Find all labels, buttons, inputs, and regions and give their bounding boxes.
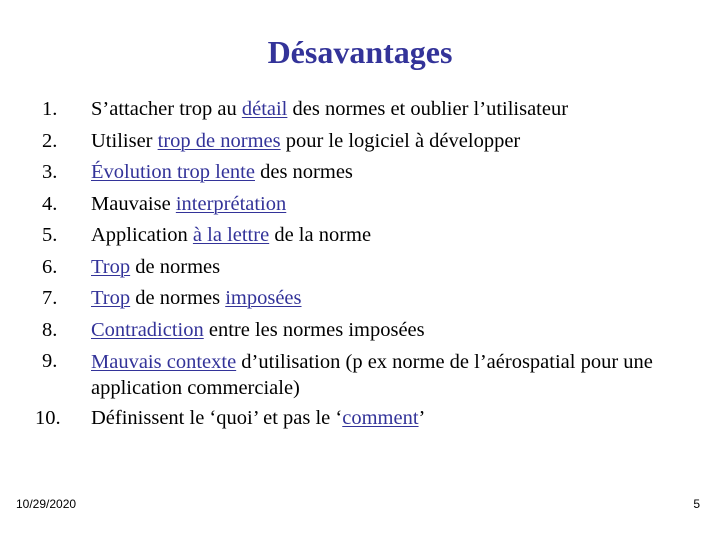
- item-link[interactable]: interprétation: [175, 192, 287, 215]
- item-text-part: ’: [418, 407, 426, 429]
- item-number: 4.: [42, 192, 58, 215]
- item-link[interactable]: trop de normes: [157, 129, 281, 152]
- item-number: 6.: [42, 255, 58, 278]
- item-text: [91, 220, 692, 252]
- item-link[interactable]: Contradiction: [91, 318, 204, 341]
- item-text: [91, 283, 692, 315]
- list-item: [42, 126, 692, 158]
- item-text: [91, 403, 692, 435]
- item-text-part: Application: [91, 224, 193, 246]
- list-item: [35, 403, 692, 435]
- item-text: [91, 252, 692, 284]
- item-text-part: Définissent le ‘quoi’ et pas le ‘: [91, 407, 343, 429]
- list-item: [42, 94, 692, 126]
- item-number: 5.: [42, 224, 58, 246]
- item-text: [91, 315, 692, 347]
- item-text-part: de normes: [130, 255, 221, 278]
- item-text: [91, 189, 692, 221]
- item-number: 3.: [42, 161, 58, 183]
- list-item: [42, 315, 692, 347]
- item-link[interactable]: imposées: [225, 287, 302, 309]
- item-text-part: Utiliser: [91, 129, 158, 152]
- page-number: 5: [693, 497, 700, 511]
- item-number: 1.: [42, 98, 58, 120]
- list-item: [42, 157, 692, 189]
- item-text: [91, 126, 692, 158]
- item-link[interactable]: comment: [342, 407, 419, 429]
- list-item: [42, 220, 692, 252]
- item-number: 9.: [42, 350, 58, 372]
- item-text-part: S’attacher trop au: [91, 98, 242, 120]
- item-text-part: Mauvaise: [91, 192, 176, 215]
- item-number: 10.: [35, 407, 61, 429]
- item-link[interactable]: détail: [241, 98, 288, 120]
- item-text-part: des normes: [254, 161, 353, 183]
- item-text: [91, 346, 692, 403]
- item-number: 8.: [42, 318, 58, 341]
- item-text: [91, 94, 692, 126]
- slide-title: Désavantages: [267, 34, 453, 70]
- list-item: [42, 283, 692, 315]
- item-text-part: des normes et oublier l’utilisateur: [287, 98, 569, 120]
- item-number: 7.: [42, 287, 58, 309]
- item-link[interactable]: Mauvais contexte: [91, 351, 237, 373]
- item-text-part: entre les normes imposées: [203, 318, 425, 341]
- item-link[interactable]: Évolution trop lente: [91, 161, 255, 183]
- list-item: [42, 252, 692, 284]
- item-link[interactable]: Trop: [91, 255, 131, 278]
- disadvantages-list: [35, 94, 692, 435]
- footer-date: 10/29/2020: [16, 497, 77, 511]
- item-link[interactable]: à la lettre: [192, 224, 270, 246]
- item-link[interactable]: Trop: [91, 287, 131, 309]
- item-text-part: de la norme: [269, 224, 372, 246]
- item-number: 2.: [42, 129, 58, 152]
- list-item: [42, 189, 692, 221]
- list-item: [42, 346, 692, 403]
- item-text-part: de normes: [130, 287, 226, 309]
- item-text-part: d’utilisation (p ex norme de l’aérospatial pour une application commerciale): [91, 351, 653, 399]
- item-text: [91, 157, 692, 189]
- item-text-part: pour le logiciel à développer: [280, 129, 521, 152]
